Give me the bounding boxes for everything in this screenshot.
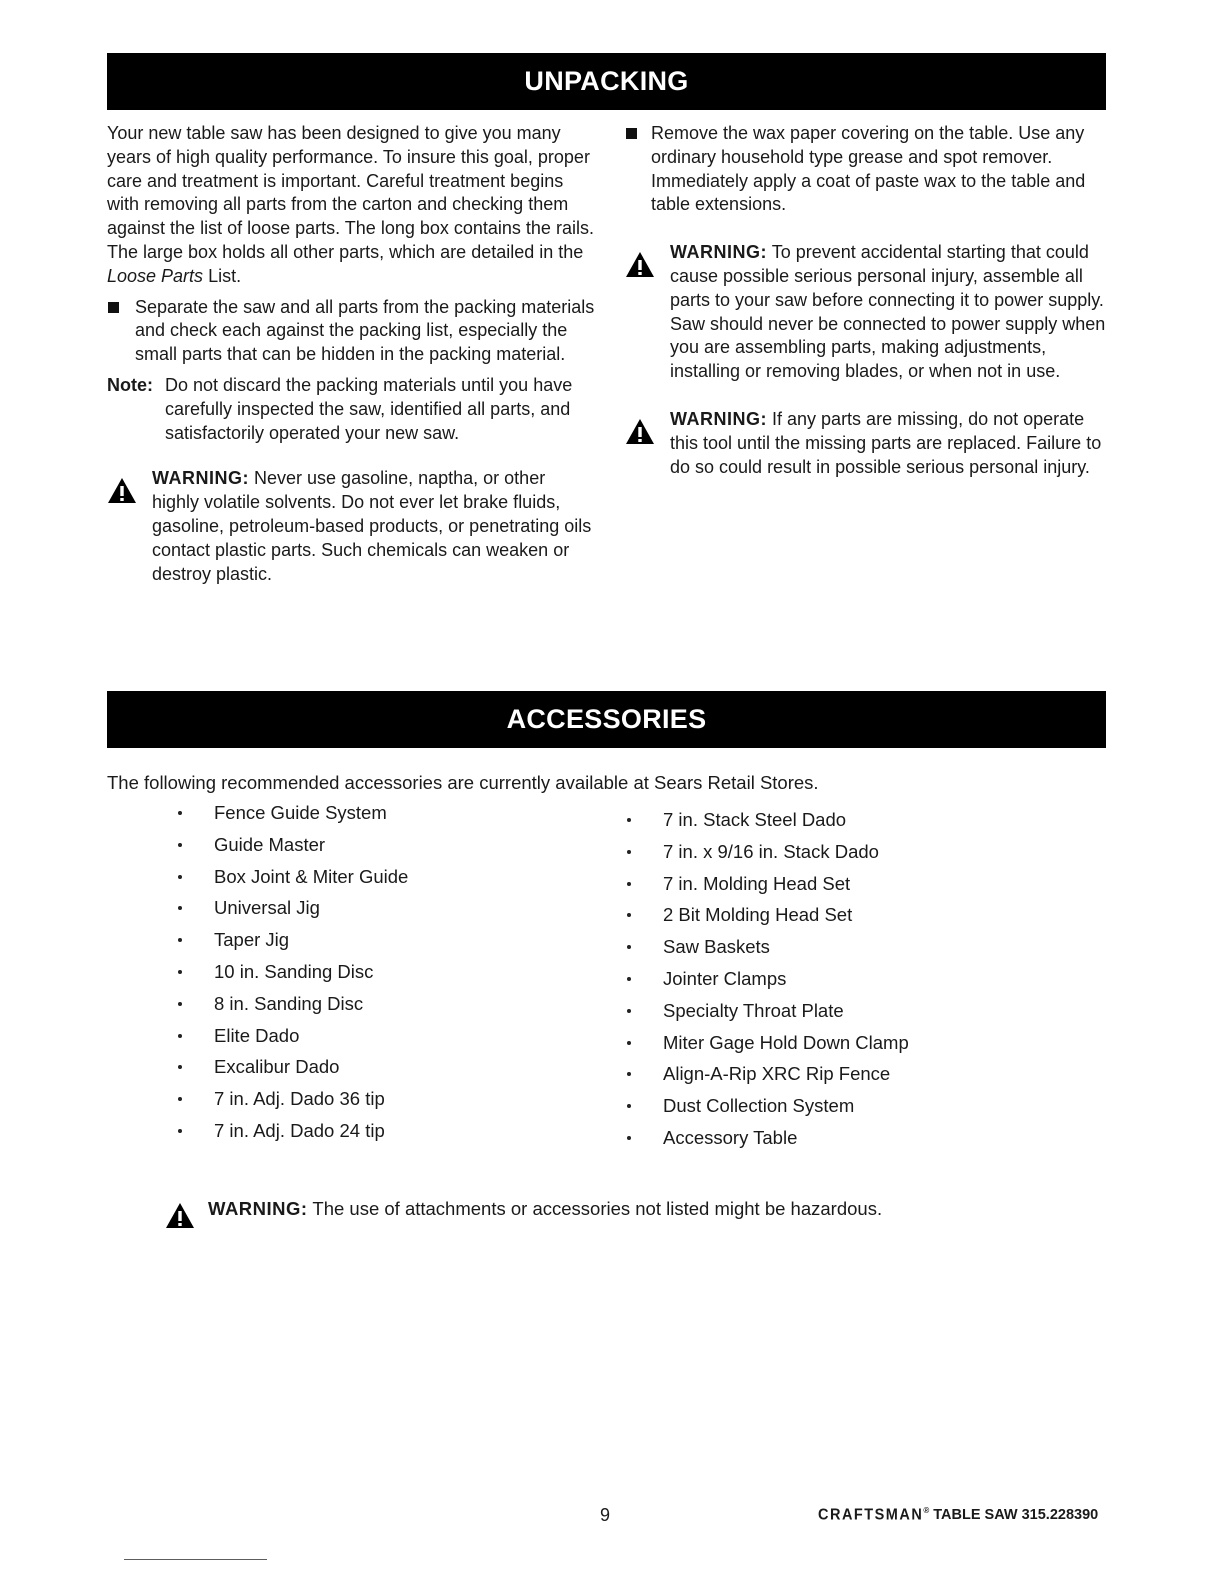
- accessory-item: Excalibur Dado: [178, 1055, 408, 1087]
- bullet-dot-icon: [178, 843, 182, 847]
- packing-note: Note: Do not discard the packing materials until you have carefully inspected the saw, identified all parts, and satisfactorily operated your new saw.: [107, 374, 573, 443]
- accessories-right-list: [627, 808, 909, 1158]
- bullet-dot-icon: [178, 1002, 182, 1006]
- bullet-dot-icon: [627, 850, 631, 854]
- accessory-item: 7 in. Adj. Dado 36 tip: [178, 1087, 408, 1119]
- solvents-warning: WARNING: Never use gasoline, naptha, or other highly volatile solvents. Do not ever let brake fluids, gasoline, petroleum-based products, or penetrating oils contact plastic parts. Such chemicals can weaken or destroy plastic.: [107, 467, 597, 586]
- warning-triangle-icon: [165, 1202, 195, 1229]
- bullet-dot-icon: [178, 970, 182, 974]
- square-bullet-icon: [108, 302, 119, 313]
- accessories-warning: WARNING: The use of attachments or accessories not listed might be hazardous.: [165, 1197, 1108, 1221]
- accessory-item: Elite Dado: [178, 1024, 408, 1056]
- bullet-dot-icon: [627, 1041, 631, 1045]
- bullet-dot-icon: [178, 1097, 182, 1101]
- accessories-intro: The following recommended accessories are currently available at Sears Retail Stores.: [107, 772, 819, 793]
- accessory-item: Universal Jig: [178, 896, 408, 928]
- accessory-item: 7 in. x 9/16 in. Stack Dado: [627, 840, 909, 872]
- bullet-dot-icon: [178, 938, 182, 942]
- accessory-item: Guide Master: [178, 833, 408, 865]
- accessory-item: Fence Guide System: [178, 801, 408, 833]
- accessory-item: Specialty Throat Plate: [627, 999, 909, 1031]
- warning-triangle-icon: [625, 418, 655, 445]
- bullet-dot-icon: [627, 1104, 631, 1108]
- accessory-item: Dust Collection System: [627, 1094, 909, 1126]
- accessory-item: 8 in. Sanding Disc: [178, 992, 408, 1024]
- accessory-item: Accessory Table: [627, 1126, 909, 1158]
- unpacking-left-column: [107, 122, 597, 586]
- bottom-divider: [124, 1559, 267, 1560]
- warning-triangle-icon: [107, 477, 137, 504]
- note-label: Note:: [107, 374, 153, 395]
- square-bullet-icon: [626, 128, 637, 139]
- bullet-dot-icon: [178, 906, 182, 910]
- footer-model: CRAFTSMAN® TABLE SAW 315.228390: [818, 1506, 1099, 1524]
- bullet-dot-icon: [627, 882, 631, 886]
- page-number: 9: [600, 1505, 611, 1525]
- accessories-left-list: [178, 801, 408, 1151]
- accessory-item: Jointer Clamps: [627, 967, 909, 999]
- bullet-dot-icon: [178, 1129, 182, 1133]
- bullet-dot-icon: [178, 1065, 182, 1069]
- accessory-item: Box Joint & Miter Guide: [178, 865, 408, 897]
- starting-warning: WARNING: To prevent accidental starting that could cause possible serious personal injury, assemble all parts to your saw before connecting it to power supply. Saw should never be connected to power supply when you are assembling parts, making adjustments, installing or removing blades, or when not in use.: [625, 241, 1110, 384]
- bullet-dot-icon: [627, 1072, 631, 1076]
- unpacking-intro: Your new table saw has been designed to give you many years of high quality performance. To insure this goal, proper care and treatment is important. Careful treatment begins with removing all parts from the carton and checking them against the list of loose parts. The long box contains the rails. The large box holds all other parts, which are detailed in the Loose Parts List.: [107, 123, 594, 286]
- bullet-dot-icon: [627, 913, 631, 917]
- bullet-dot-icon: [178, 875, 182, 879]
- accessory-item: Miter Gage Hold Down Clamp: [627, 1031, 909, 1063]
- bullet-dot-icon: [627, 1009, 631, 1013]
- accessory-item: Taper Jig: [178, 928, 408, 960]
- craftsman-logo: CRAFTSMAN: [818, 1506, 924, 1524]
- unpacking-title: UNPACKING: [524, 66, 689, 96]
- warning-triangle-icon: [625, 251, 655, 278]
- accessory-item: 7 in. Stack Steel Dado: [627, 808, 909, 840]
- accessory-item: 10 in. Sanding Disc: [178, 960, 408, 992]
- accessory-item: Saw Baskets: [627, 935, 909, 967]
- wax-paper-bullet: Remove the wax paper covering on the table. Use any ordinary household type grease and spot remover. Immediately apply a coat of paste wax to the table and table extensions.: [625, 122, 1110, 217]
- separate-parts-bullet: Separate the saw and all parts from the packing materials and check each against the packing list, especially the small parts that can be hidden in the packing material.: [107, 296, 597, 367]
- accessory-item: Align-A-Rip XRC Rip Fence: [627, 1062, 909, 1094]
- missing-parts-warning: WARNING: If any parts are missing, do not operate this tool until the missing parts are replaced. Failure to do so could result in possible serious personal injury.: [625, 408, 1110, 479]
- bullet-dot-icon: [627, 977, 631, 981]
- unpacking-header: [107, 53, 1106, 110]
- bullet-dot-icon: [627, 945, 631, 949]
- accessories-title: ACCESSORIES: [506, 704, 707, 734]
- accessories-header: [107, 691, 1106, 748]
- bullet-dot-icon: [178, 811, 182, 815]
- accessory-item: 7 in. Molding Head Set: [627, 872, 909, 904]
- unpacking-right-column: [625, 122, 1110, 479]
- bullet-dot-icon: [627, 1136, 631, 1140]
- bullet-dot-icon: [178, 1034, 182, 1038]
- accessory-item: 2 Bit Molding Head Set: [627, 903, 909, 935]
- bullet-dot-icon: [627, 818, 631, 822]
- accessory-item: 7 in. Adj. Dado 24 tip: [178, 1119, 408, 1151]
